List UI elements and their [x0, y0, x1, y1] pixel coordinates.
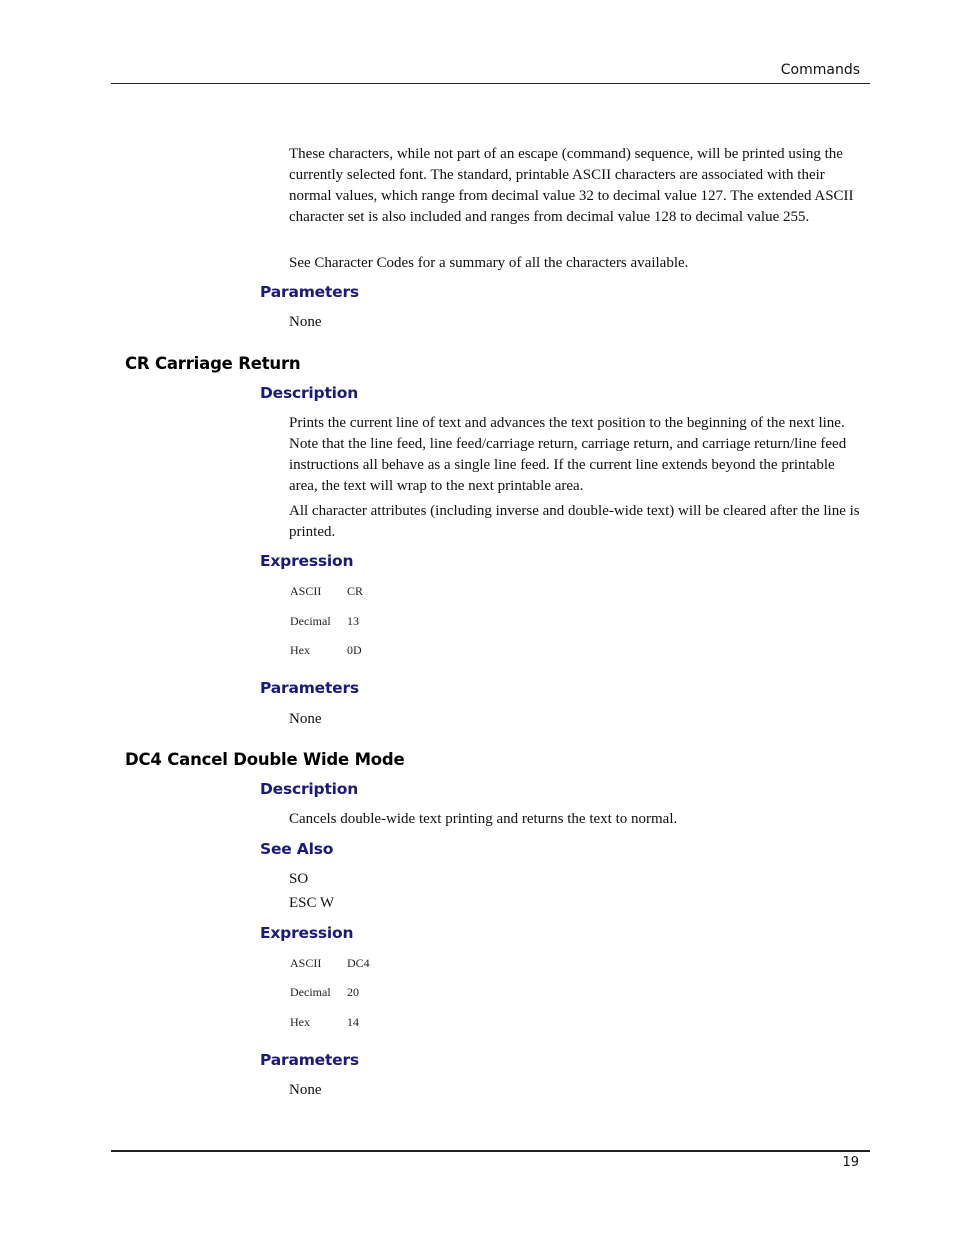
cr-description-attributes: All character attributes (including inverse and double-wide text) will be cleared after the line is printed. [289, 503, 860, 540]
see-also-item-so: SO [289, 871, 309, 887]
expression-row [290, 985, 490, 1001]
cr-description-paragraph: Prints the current line of text and advances the text position to the beginning of the next line. Note that the line feed, line feed/carriage return, carriage return, and carriage return/line feed instructions all behave as a single line feed. If the current line extends beyond the printable area, the text will wrap to the next printable area. [289, 415, 847, 494]
cr-parameters-heading: Parameters [260, 679, 359, 697]
expression-row [290, 584, 490, 600]
intro-parameters-value: None [289, 314, 322, 330]
expression-row [290, 1015, 490, 1031]
expression-key: ASCII [290, 956, 322, 970]
expression-value: DC4 [347, 956, 370, 970]
dc4-expression-heading: Expression [260, 924, 354, 942]
expression-row [290, 643, 490, 659]
cr-parameters-value: None [289, 711, 322, 727]
dc4-parameters-heading: Parameters [260, 1051, 359, 1069]
footer-rule [111, 1150, 870, 1152]
expression-key: Decimal [290, 614, 331, 628]
expression-row [290, 956, 490, 972]
expression-value: 0D [347, 643, 362, 657]
intro-parameters-heading: Parameters [260, 283, 359, 301]
cr-description-heading: Description [260, 384, 359, 402]
dc4-section-title: DC4 Cancel Double Wide Mode [125, 750, 405, 769]
intro-paragraph: These characters, while not part of an escape (command) sequence, will be printed using the currently selected font. The standard, printable ASCII characters are associated with their normal values, which range from decimal value 32 to decimal value 127. The extended ASCII character set is also included and ranges from decimal value 128 to decimal value 255. [289, 146, 854, 225]
dc4-see-also-heading: See Also [260, 840, 334, 858]
expression-value: 13 [347, 614, 359, 628]
expression-key: Hex [290, 1015, 310, 1029]
expression-key: Decimal [290, 985, 331, 999]
expression-value: 20 [347, 985, 359, 999]
expression-key: ASCII [290, 584, 322, 598]
dc4-description-heading: Description [260, 780, 359, 798]
cr-expression-heading: Expression [260, 552, 354, 570]
expression-row [290, 614, 490, 630]
cr-expression-table [290, 584, 490, 664]
expression-value: CR [347, 584, 364, 598]
see-also-item-esc-w: ESC W [289, 895, 335, 911]
dc4-expression-table [290, 956, 490, 1036]
page-number: 19 [842, 1155, 859, 1170]
expression-key: Hex [290, 643, 310, 657]
dc4-parameters-value: None [289, 1082, 322, 1098]
expression-value: 14 [347, 1015, 359, 1029]
header-rule [111, 83, 870, 84]
cr-section-title: CR Carriage Return [125, 354, 301, 373]
dc4-description-paragraph: Cancels double-wide text printing and returns the text to normal. [289, 811, 678, 827]
intro-see-character-codes: See Character Codes for a summary of all the characters available. [289, 255, 689, 271]
header-title: Commands [780, 62, 860, 78]
